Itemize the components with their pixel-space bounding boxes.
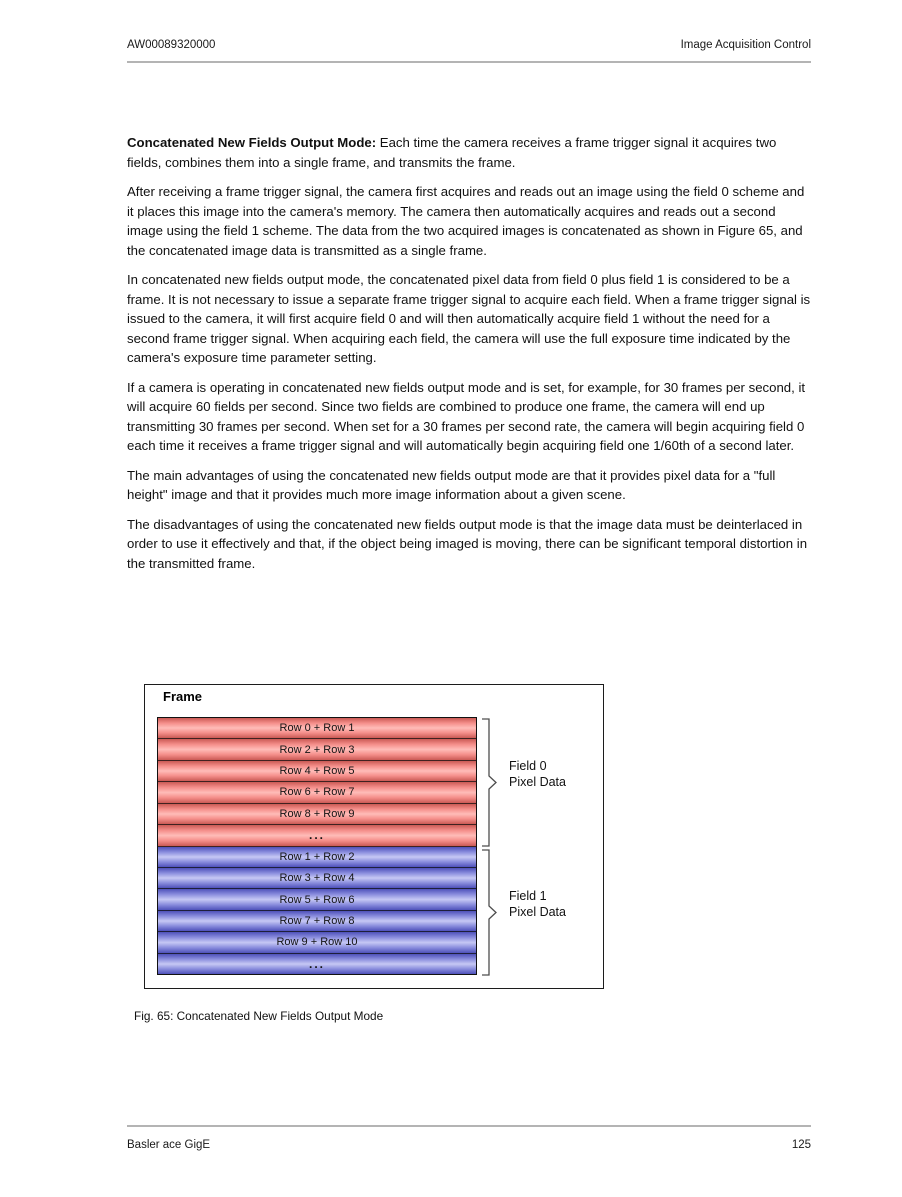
paragraph xyxy=(127,515,813,574)
field1-label xyxy=(509,888,566,920)
field1-row: Row 3 + Row 4 xyxy=(158,868,476,889)
header-doc-id: AW00089320000 xyxy=(127,39,216,51)
paragraph-text: After receiving a frame trigger signal, the camera first acquires and reads out an image using the field 0 scheme and it places this image into the camera's memory. The camera then automatically acquires and reads out a second image using the field 1 scheme. The data from the two acquired images is concatenated as shown in Figure 65, and the concatenated image data is transmitted as a single frame. xyxy=(127,184,805,258)
field0-label xyxy=(509,758,566,790)
footer-page-number: 125 xyxy=(791,1139,811,1151)
field0-label-line1: Field 0 xyxy=(509,759,547,773)
field1-row: Row 9 + Row 10 xyxy=(158,932,476,953)
field0-ellipsis-row: ... xyxy=(158,825,476,846)
footer-divider xyxy=(127,1125,811,1127)
paragraph xyxy=(127,270,813,368)
paragraph-text: In concatenated new fields output mode, the concatenated pixel data from field 0 plus field 1 is considered to be a frame. It is not necessary to issue a separate frame trigger signal to acquire each field. When a frame trigger signal is issued to the camera, it will first acquire field 0 and will then automatically acquire field 1 without the need for a second frame trigger signal. When acquiring each field, the camera will use the full exposure time indicated by the camera's exposure time parameter setting. xyxy=(127,272,811,365)
paragraph-bold-lead: Concatenated New Fields Output Mode: xyxy=(127,135,377,150)
body-text xyxy=(127,133,813,583)
field0-row: Row 0 + Row 1 xyxy=(158,718,476,739)
field1-row: Row 5 + Row 6 xyxy=(158,889,476,910)
paragraph-text: The main advantages of using the concatenated new fields output mode are that it provides pixel data for a "full height" image and that it provides much more image information about a given scene. xyxy=(127,467,776,502)
frame-title: Frame xyxy=(163,689,203,704)
field1-row: Row 7 + Row 8 xyxy=(158,911,476,932)
paragraph-text: Each time the camera receives a frame trigger signal it acquires two fields, combines them into a single frame, and transmits the frame. xyxy=(127,135,777,170)
field0-label-line2: Pixel Data xyxy=(509,775,566,789)
paragraph-text: If a camera is operating in concatenated new fields output mode and is set, for example, for 30 frames per second, it will acquire 60 fields per second. Since two fields are combined to produce one frame, the camera will end up transmitting 30 frames per second. When set for a 30 frames per second rate, the camera will begin acquiring field 0 each time it receives a frame trigger signal and will automatically begin acquiring field one 1/60th of a second later. xyxy=(127,379,806,453)
field0-row: Row 4 + Row 5 xyxy=(158,761,476,782)
field1-label-line2: Pixel Data xyxy=(509,905,566,919)
paragraph xyxy=(127,133,813,172)
field1-brace-icon xyxy=(481,849,499,976)
field0-row: Row 8 + Row 9 xyxy=(158,804,476,825)
paragraph xyxy=(127,182,813,260)
figure-frame-box xyxy=(144,684,604,989)
paragraph xyxy=(127,378,813,456)
field0-row: Row 6 + Row 7 xyxy=(158,782,476,803)
header-divider xyxy=(127,61,811,63)
field0-brace-icon xyxy=(481,718,499,847)
paragraph-text: The disadvantages of using the concatenated new fields output mode is that the image data must be deinterlaced in order to use it effectively and that, if the object being imaged is moving, there can be significant temporal distortion in the transmitted frame. xyxy=(127,516,808,571)
field1-label-line1: Field 1 xyxy=(509,889,547,903)
frame-row-stack xyxy=(157,717,477,975)
footer-product-name: Basler ace GigE xyxy=(127,1139,211,1151)
header-section-title: Image Acquisition Control xyxy=(680,39,811,51)
paragraph xyxy=(127,466,813,505)
figure-caption: Fig. 65: Concatenated New Fields Output Mode xyxy=(134,1009,384,1023)
field1-ellipsis-row: ... xyxy=(158,954,476,974)
field0-row: Row 2 + Row 3 xyxy=(158,739,476,760)
field1-row: Row 1 + Row 2 xyxy=(158,847,476,868)
